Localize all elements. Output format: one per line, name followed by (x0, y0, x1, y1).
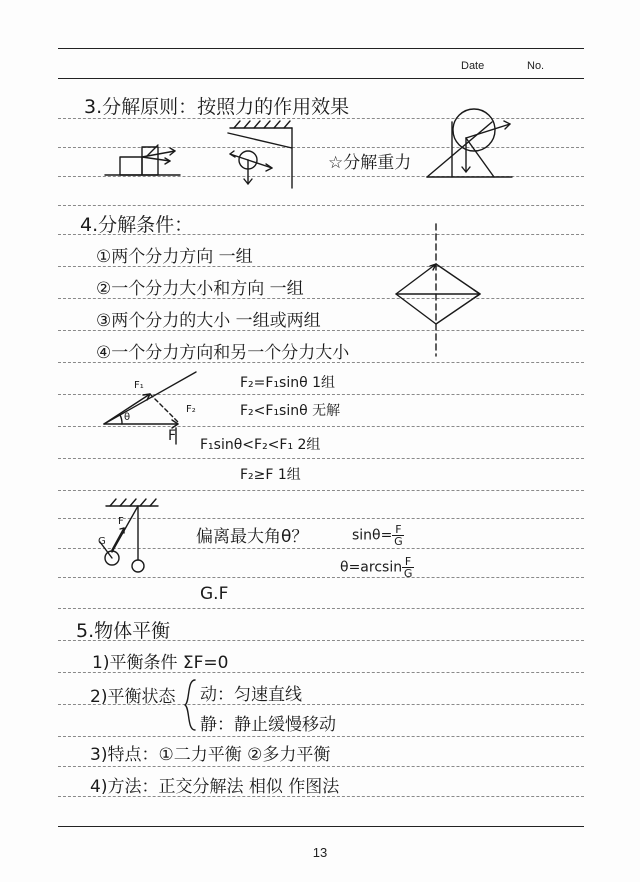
sin-prefix: sinθ= (352, 527, 393, 544)
f1-label: F₁ (134, 380, 144, 391)
pendulum-figure (96, 498, 166, 576)
section-5-title: 5.物体平衡 (76, 620, 171, 642)
gf-note: G.F (200, 584, 229, 604)
sin-numerator: F (395, 523, 402, 536)
theta-numerator: F (404, 555, 412, 568)
equilibrium-features: 3)特点：①二力平衡 ②多力平衡 (90, 745, 331, 765)
theta-formula (340, 556, 414, 579)
ruled-line (58, 458, 584, 459)
sin-formula (352, 524, 404, 547)
block-on-floor-figure (100, 135, 190, 180)
equilibrium-state-label: 2)平衡状态 (90, 687, 176, 707)
ruled-line (58, 736, 584, 737)
star-note: ☆分解重力 (328, 153, 412, 173)
g-label: G (98, 536, 106, 547)
condition-2: ②一个分力大小和方向 一组 (96, 279, 304, 299)
ruled-line (58, 608, 584, 609)
case-no-solution: F₂<F₁sinθ 无解 (240, 403, 341, 419)
ruled-line (58, 766, 584, 767)
header-bottom-rule (58, 78, 584, 79)
state-dynamic: 动：匀速直线 (200, 685, 302, 705)
footer-rule (58, 826, 584, 827)
sin-fraction (392, 524, 404, 547)
theta-fraction (402, 556, 414, 579)
f2-label: F₂ (186, 404, 196, 415)
rhombus-decomposition-figure (388, 222, 488, 360)
force-triangle-figure (100, 368, 200, 448)
condition-3: ③两个分力的大小 一组或两组 (96, 311, 321, 331)
ruled-line (58, 577, 584, 578)
sin-denominator: G (394, 535, 403, 548)
ruled-line (58, 205, 584, 206)
case-equal: F₂=F₁sinθ 1组 (240, 375, 336, 391)
state-static: 静：静止缓慢移动 (200, 715, 336, 735)
equilibrium-methods: 4)方法：正交分解法 相似 作图法 (90, 777, 340, 797)
condition-1: ①两个分力方向 一组 (96, 247, 253, 267)
date-label: Date (461, 60, 485, 72)
equilibrium-condition: 1)平衡条件 ΣF=0 (92, 653, 229, 673)
case-one-solution: F₂≥F 1组 (240, 467, 301, 483)
brace (182, 678, 198, 732)
section-3-title: 3.分解原则：按照力的作用效果 (84, 96, 350, 118)
theta-prefix: θ=arcsin (340, 559, 403, 576)
condition-4: ④一个分力方向和另一个分力大小 (96, 343, 350, 363)
section-4-title: 4.分解条件： (80, 214, 194, 236)
theta-denominator: G (403, 567, 413, 580)
case-two-solutions: F₁sinθ<F₂<F₁ 2组 (200, 437, 321, 453)
pendulum-f-label: F (118, 516, 124, 527)
ball-on-wall-figure (220, 118, 300, 190)
theta-label: θ (124, 412, 131, 423)
number-label: No. (527, 60, 545, 72)
ruled-line (58, 490, 584, 491)
page-number: 13 (312, 845, 328, 860)
header-top-rule (58, 48, 584, 49)
ball-on-incline-figure (422, 102, 522, 182)
f-label: F (168, 428, 177, 444)
pendulum-question: 偏离最大角θ？ (196, 527, 309, 547)
